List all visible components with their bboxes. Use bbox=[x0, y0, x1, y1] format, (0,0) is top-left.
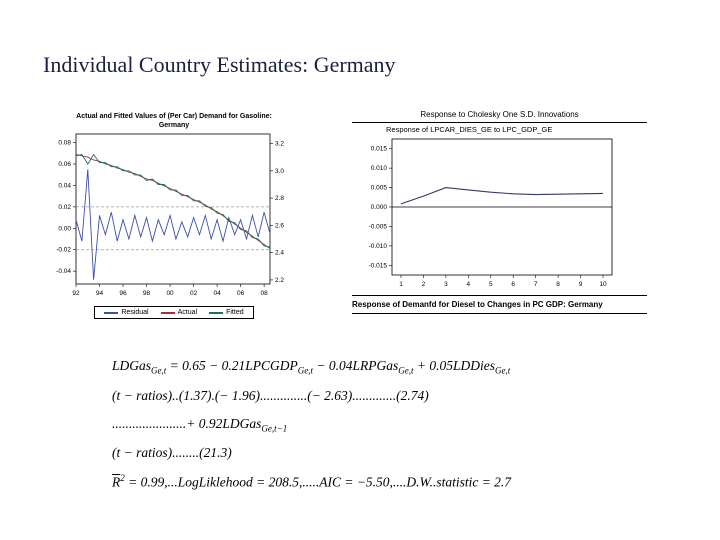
legend-label: Fitted bbox=[226, 309, 244, 316]
tick-label: 02 bbox=[189, 290, 198, 297]
irf-chart-caption: Response of Demanfd for Diesel to Changes in PC GDP: Germany bbox=[352, 300, 603, 309]
irf-chart-title: Response to Cholesky One S.D. Innovations bbox=[420, 110, 579, 119]
tick-label: 3.0 bbox=[275, 167, 285, 175]
equation-line: (t − ratios)..(1.37).(− 1.96)..............(− 2.63).............(2.74) bbox=[112, 387, 429, 403]
equation-line: ......................+ 0.92LDGas$_{Ge,t-1}$ bbox=[112, 415, 288, 434]
legend-item bbox=[161, 309, 197, 316]
tick-label: 2.2 bbox=[275, 276, 285, 284]
gasoline-chart-title: Actual and Fitted Values of (Per Car) Demand for Gasoline: bbox=[76, 113, 272, 120]
tick-label: 4 bbox=[466, 281, 471, 288]
tick-label: 0.015 bbox=[370, 145, 387, 153]
gasoline-chart bbox=[40, 112, 308, 319]
divider bbox=[352, 122, 647, 123]
tick-label: 06 bbox=[236, 290, 245, 297]
tick-label: -0.010 bbox=[368, 242, 387, 250]
tick-label: 10 bbox=[599, 281, 607, 288]
equation-line: $\overline{R}^2$ = 0.99,...LogLiklehood = 208.5,.....AIC = −5.50,....D.W..statistic = 2.7 bbox=[112, 473, 512, 490]
tick-label: 94 bbox=[95, 290, 104, 297]
plot-frame bbox=[76, 134, 270, 284]
tick-label: 00 bbox=[166, 290, 174, 297]
gasoline-chart-subtitle: Germany bbox=[158, 122, 190, 129]
tick-label: 9 bbox=[578, 281, 583, 288]
tick-label: 98 bbox=[142, 290, 151, 297]
legend-label: Residual bbox=[121, 309, 149, 316]
legend-item bbox=[209, 309, 244, 316]
tick-label: 2.6 bbox=[275, 222, 285, 230]
series-residual bbox=[76, 169, 270, 279]
equations-block bbox=[112, 358, 597, 503]
series-response bbox=[401, 188, 603, 204]
tick-label: 1 bbox=[399, 281, 403, 288]
legend-label: Actual bbox=[177, 309, 198, 316]
legend-swatch-icon bbox=[104, 312, 118, 314]
tick-label: 5 bbox=[488, 281, 493, 288]
tick-label: 0.06 bbox=[58, 161, 71, 168]
legend-item bbox=[104, 309, 148, 316]
tick-label: 08 bbox=[260, 290, 268, 297]
tick-label: 04 bbox=[213, 290, 221, 297]
legend-swatch-icon bbox=[161, 312, 175, 314]
gasoline-plot bbox=[40, 130, 305, 300]
tick-label: 0.000 bbox=[370, 204, 387, 211]
tick-label: -0.02 bbox=[56, 246, 71, 254]
tick-label: 0.010 bbox=[370, 165, 387, 173]
tick-label: 96 bbox=[119, 290, 127, 297]
divider bbox=[352, 295, 647, 296]
tick-label: 0.02 bbox=[58, 203, 71, 211]
tick-label: 3 bbox=[444, 281, 448, 288]
tick-label: 0.04 bbox=[58, 182, 71, 190]
equation-line: (t − ratios)........(21.3) bbox=[112, 445, 232, 461]
tick-label: 6 bbox=[511, 281, 516, 288]
irf-chart-subtitle: Response of LPCAR_DIES_GE to LPC_GDP_GE bbox=[386, 125, 553, 134]
tick-label: 0.005 bbox=[370, 184, 387, 192]
tick-label: -0.04 bbox=[56, 268, 71, 276]
tick-label: 2.8 bbox=[275, 195, 285, 203]
tick-label: 92 bbox=[72, 290, 80, 297]
legend-swatch-icon bbox=[209, 312, 223, 314]
tick-label: 0.00 bbox=[58, 225, 71, 233]
tick-label: 2.4 bbox=[275, 249, 285, 257]
equation-line: LDGas$_{Ge,t}$ = $0.65 - 0.21LPCGDP_{Ge,t}$ − 0.04LRPGas$_{Ge,t}$ + 0.05LDDies$_{Ge,t}$ bbox=[112, 358, 511, 376]
tick-label: 2 bbox=[421, 281, 426, 288]
tick-label: 0.08 bbox=[58, 139, 71, 147]
tick-label: -0.015 bbox=[368, 262, 387, 270]
gasoline-chart-legend bbox=[94, 306, 253, 319]
page-title: Individual Country Estimates: Germany bbox=[43, 52, 396, 77]
tick-label: 7 bbox=[533, 281, 538, 288]
tick-label: 8 bbox=[556, 281, 560, 288]
irf-chart bbox=[352, 110, 647, 316]
tick-label: -0.005 bbox=[368, 223, 387, 231]
tick-label: 3.2 bbox=[275, 140, 285, 148]
divider bbox=[352, 313, 647, 314]
irf-plot bbox=[352, 135, 620, 293]
